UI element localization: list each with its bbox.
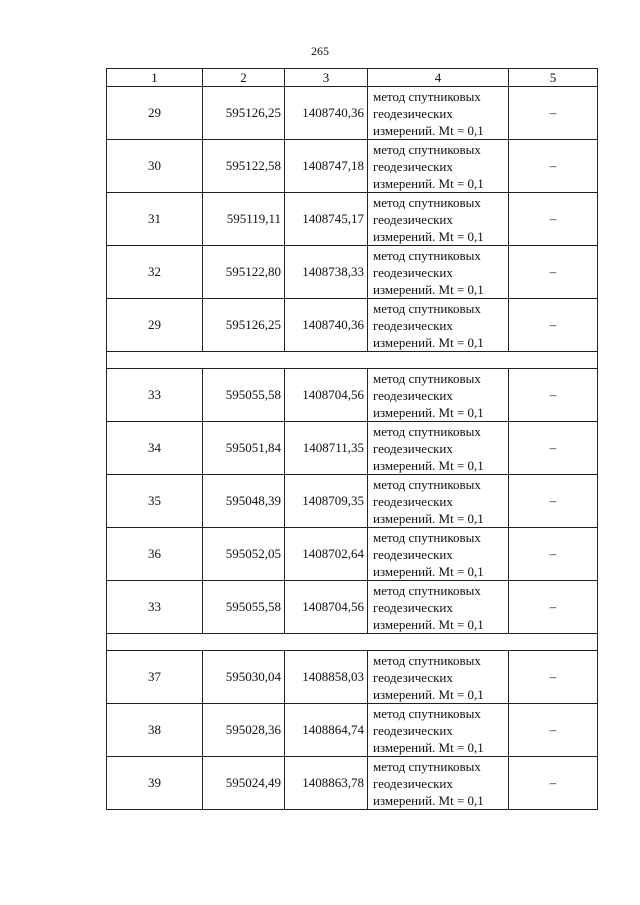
method-line: геодезических xyxy=(373,669,453,685)
method-line: измерений. Mt = 0,1 xyxy=(373,457,484,473)
method-line: измерений. Mt = 0,1 xyxy=(373,792,484,808)
section-separator-row xyxy=(107,352,598,369)
x-coordinate-cell: 595052,05 xyxy=(203,528,285,581)
method-line: метод спутниковых xyxy=(373,300,481,316)
method-line: геодезических xyxy=(373,105,453,121)
note-cell: – xyxy=(509,581,598,634)
y-coordinate-cell: 1408863,78 xyxy=(285,757,368,810)
table-row xyxy=(107,140,598,193)
method-cell xyxy=(368,757,509,810)
separator-cell xyxy=(107,352,598,369)
column-header: 3 xyxy=(285,69,368,87)
method-cell xyxy=(368,422,509,475)
method-line: метод спутниковых xyxy=(373,476,481,492)
column-header: 1 xyxy=(107,69,203,87)
y-coordinate-cell: 1408704,56 xyxy=(285,581,368,634)
method-cell xyxy=(368,299,509,352)
x-coordinate-cell: 595024,49 xyxy=(203,757,285,810)
coordinates-table xyxy=(106,68,598,810)
table-row xyxy=(107,528,598,581)
note-cell: – xyxy=(509,87,598,140)
method-cell xyxy=(368,704,509,757)
y-coordinate-cell: 1408702,64 xyxy=(285,528,368,581)
method-line: геодезических xyxy=(373,493,453,509)
point-number-cell: 35 xyxy=(107,475,203,528)
point-number-cell: 34 xyxy=(107,422,203,475)
x-coordinate-cell: 595048,39 xyxy=(203,475,285,528)
x-coordinate-cell: 595122,58 xyxy=(203,140,285,193)
section-separator-row xyxy=(107,634,598,651)
point-number-cell: 37 xyxy=(107,651,203,704)
column-header: 2 xyxy=(203,69,285,87)
method-line: метод спутниковых xyxy=(373,370,481,386)
x-coordinate-cell: 595051,84 xyxy=(203,422,285,475)
note-cell: – xyxy=(509,246,598,299)
method-line: геодезических xyxy=(373,211,453,227)
table-row xyxy=(107,299,598,352)
table-row xyxy=(107,87,598,140)
x-coordinate-cell: 595126,25 xyxy=(203,299,285,352)
note-cell: – xyxy=(509,757,598,810)
table-row xyxy=(107,704,598,757)
method-line: геодезических xyxy=(373,317,453,333)
point-number-cell: 38 xyxy=(107,704,203,757)
method-line: метод спутниковых xyxy=(373,582,481,598)
x-coordinate-cell: 595055,58 xyxy=(203,369,285,422)
x-coordinate-cell: 595055,58 xyxy=(203,581,285,634)
method-cell xyxy=(368,581,509,634)
y-coordinate-cell: 1408740,36 xyxy=(285,299,368,352)
method-line: метод спутниковых xyxy=(373,88,481,104)
table-row xyxy=(107,369,598,422)
x-coordinate-cell: 595122,80 xyxy=(203,246,285,299)
table-row xyxy=(107,193,598,246)
x-coordinate-cell: 595119,11 xyxy=(203,193,285,246)
method-line: измерений. Mt = 0,1 xyxy=(373,686,484,702)
point-number-cell: 33 xyxy=(107,581,203,634)
y-coordinate-cell: 1408858,03 xyxy=(285,651,368,704)
method-line: метод спутниковых xyxy=(373,529,481,545)
method-line: метод спутниковых xyxy=(373,652,481,668)
method-line: метод спутниковых xyxy=(373,758,481,774)
table-header-row xyxy=(107,69,598,87)
table-row xyxy=(107,422,598,475)
method-line: измерений. Mt = 0,1 xyxy=(373,281,484,297)
method-line: геодезических xyxy=(373,158,453,174)
point-number-cell: 32 xyxy=(107,246,203,299)
y-coordinate-cell: 1408747,18 xyxy=(285,140,368,193)
method-line: измерений. Mt = 0,1 xyxy=(373,122,484,138)
method-line: метод спутниковых xyxy=(373,705,481,721)
method-cell xyxy=(368,246,509,299)
method-line: геодезических xyxy=(373,387,453,403)
y-coordinate-cell: 1408740,36 xyxy=(285,87,368,140)
table-row xyxy=(107,581,598,634)
method-cell xyxy=(368,369,509,422)
method-line: геодезических xyxy=(373,722,453,738)
method-line: метод спутниковых xyxy=(373,423,481,439)
x-coordinate-cell: 595126,25 xyxy=(203,87,285,140)
point-number-cell: 33 xyxy=(107,369,203,422)
point-number-cell: 39 xyxy=(107,757,203,810)
note-cell: – xyxy=(509,299,598,352)
method-cell xyxy=(368,528,509,581)
column-header: 4 xyxy=(368,69,509,87)
y-coordinate-cell: 1408711,35 xyxy=(285,422,368,475)
method-line: геодезических xyxy=(373,775,453,791)
y-coordinate-cell: 1408709,35 xyxy=(285,475,368,528)
method-line: геодезических xyxy=(373,546,453,562)
method-line: измерений. Mt = 0,1 xyxy=(373,404,484,420)
point-number-cell: 29 xyxy=(107,299,203,352)
method-line: геодезических xyxy=(373,440,453,456)
method-cell xyxy=(368,475,509,528)
method-cell xyxy=(368,651,509,704)
method-line: измерений. Mt = 0,1 xyxy=(373,334,484,350)
note-cell: – xyxy=(509,193,598,246)
y-coordinate-cell: 1408704,56 xyxy=(285,369,368,422)
x-coordinate-cell: 595028,36 xyxy=(203,704,285,757)
method-cell xyxy=(368,87,509,140)
page-number: 265 xyxy=(311,44,329,58)
method-line: измерений. Mt = 0,1 xyxy=(373,510,484,526)
method-cell xyxy=(368,193,509,246)
table-row xyxy=(107,651,598,704)
y-coordinate-cell: 1408745,17 xyxy=(285,193,368,246)
method-line: измерений. Mt = 0,1 xyxy=(373,228,484,244)
table-row xyxy=(107,757,598,810)
note-cell: – xyxy=(509,528,598,581)
table-row xyxy=(107,246,598,299)
x-coordinate-cell: 595030,04 xyxy=(203,651,285,704)
point-number-cell: 30 xyxy=(107,140,203,193)
note-cell: – xyxy=(509,140,598,193)
separator-cell xyxy=(107,634,598,651)
column-header: 5 xyxy=(509,69,598,87)
note-cell: – xyxy=(509,704,598,757)
y-coordinate-cell: 1408864,74 xyxy=(285,704,368,757)
point-number-cell: 31 xyxy=(107,193,203,246)
y-coordinate-cell: 1408738,33 xyxy=(285,246,368,299)
method-line: геодезических xyxy=(373,264,453,280)
method-cell xyxy=(368,140,509,193)
table-body xyxy=(107,69,598,810)
method-line: метод спутниковых xyxy=(373,194,481,210)
method-line: метод спутниковых xyxy=(373,141,481,157)
note-cell: – xyxy=(509,651,598,704)
method-line: измерений. Mt = 0,1 xyxy=(373,739,484,755)
method-line: измерений. Mt = 0,1 xyxy=(373,175,484,191)
method-line: геодезических xyxy=(373,599,453,615)
method-line: измерений. Mt = 0,1 xyxy=(373,563,484,579)
note-cell: – xyxy=(509,422,598,475)
table-row xyxy=(107,475,598,528)
point-number-cell: 36 xyxy=(107,528,203,581)
method-line: метод спутниковых xyxy=(373,247,481,263)
point-number-cell: 29 xyxy=(107,87,203,140)
note-cell: – xyxy=(509,369,598,422)
note-cell: – xyxy=(509,475,598,528)
method-line: измерений. Mt = 0,1 xyxy=(373,616,484,632)
